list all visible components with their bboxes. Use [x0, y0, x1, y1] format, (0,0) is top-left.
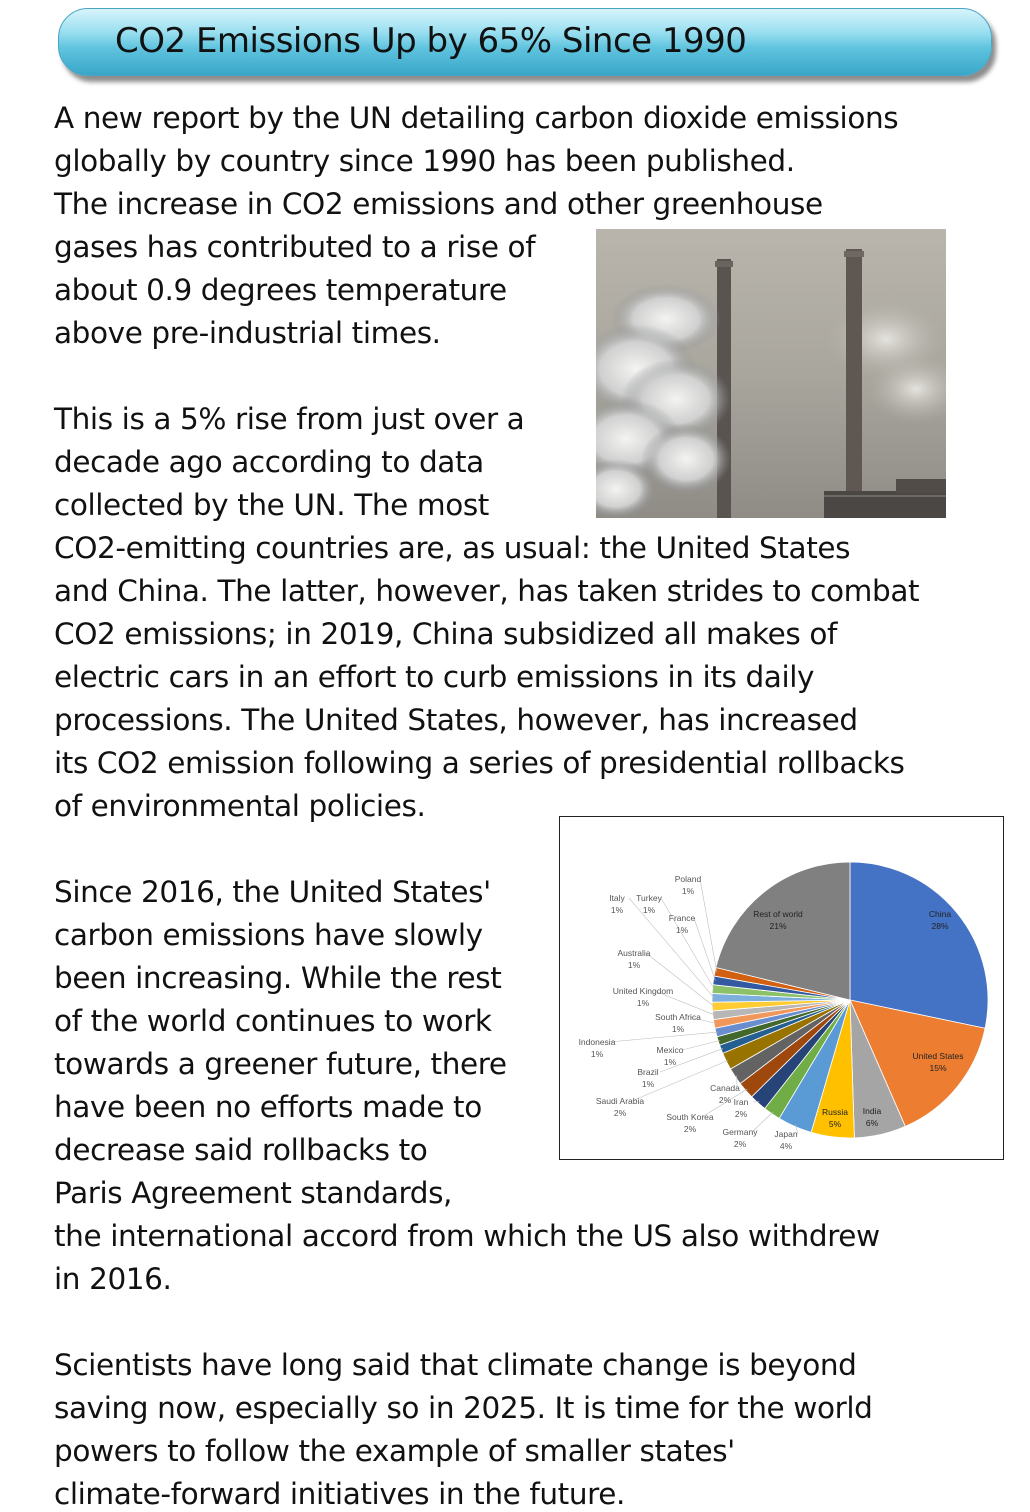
- slice-value-label: 1%: [591, 1049, 604, 1059]
- slice-value-label: 1%: [682, 886, 695, 896]
- body-line: decade ago according to data: [54, 444, 484, 480]
- slice-label: South Africa: [655, 1012, 701, 1022]
- slice-label: Turkey: [636, 893, 662, 903]
- leader-line: [700, 879, 717, 972]
- slice-label: Saudi Arabia: [596, 1096, 644, 1106]
- body-line: have been no efforts made to: [54, 1089, 482, 1125]
- body-line: Paris Agreement standards,: [54, 1175, 452, 1211]
- slice-label: Russia: [822, 1107, 848, 1117]
- slice-value-label: 6%: [866, 1118, 879, 1128]
- slice-label: India: [863, 1106, 882, 1116]
- slice-label: Indonesia: [579, 1037, 616, 1047]
- body-line: electric cars in an effort to curb emissions in its daily: [54, 659, 814, 695]
- slice-label: Canada: [710, 1083, 740, 1093]
- body-line: above pre-industrial times.: [54, 315, 441, 351]
- slice-value-label: 21%: [769, 921, 786, 931]
- body-line: been increasing. While the rest: [54, 960, 501, 996]
- leader-line: [682, 1040, 720, 1050]
- body-line: of the world continues to work: [54, 1003, 492, 1039]
- leader-line: [646, 953, 714, 1006]
- slice-label: Rest of world: [753, 909, 803, 919]
- pie-chart-canvas: [560, 817, 1003, 1159]
- slice-label: Mexico: [657, 1045, 684, 1055]
- slice-value-label: 5%: [829, 1119, 842, 1129]
- body-line: processions. The United States, however, has increased: [54, 702, 858, 738]
- slice-value-label: 28%: [931, 921, 948, 931]
- body-line: CO2-emitting countries are, as usual: the United States: [54, 530, 850, 566]
- body-line: CO2 emissions; in 2019, China subsidized all makes of: [54, 616, 837, 652]
- slice-value-label: 4%: [780, 1141, 793, 1151]
- body-line: gases has contributed to a rise of: [54, 229, 535, 265]
- slice-value-label: 1%: [642, 1079, 655, 1089]
- slice-value-label: 2%: [684, 1124, 697, 1134]
- slice-value-label: 1%: [672, 1024, 685, 1034]
- body-line: Since 2016, the United States': [54, 874, 491, 910]
- slice-label: United States: [912, 1051, 963, 1061]
- body-line: decrease said rollbacks to: [54, 1132, 427, 1168]
- body-line: the international accord from which the US also withdrew: [54, 1218, 880, 1254]
- slice-value-label: 1%: [643, 905, 656, 915]
- leader-line: [609, 1032, 718, 1042]
- slice-label: Iran: [734, 1097, 749, 1107]
- slice-label: South Korea: [666, 1112, 714, 1122]
- body-line: saving now, especially so in 2025. It is time for the world: [54, 1390, 873, 1426]
- body-line: climate-forward initiatives in the future.: [54, 1476, 625, 1512]
- body-line: carbon emissions have slowly: [54, 917, 483, 953]
- slice-label: Germany: [723, 1127, 759, 1137]
- slice-label: Italy: [609, 893, 625, 903]
- slice-value-label: 1%: [628, 960, 641, 970]
- slice-value-label: 1%: [637, 998, 650, 1008]
- body-line: its CO2 emission following a series of presidential rollbacks: [54, 745, 905, 781]
- leader-line: [694, 918, 715, 981]
- emissions-pie-chart: [559, 816, 1004, 1160]
- slice-value-label: 2%: [735, 1109, 748, 1119]
- slice-label: China: [929, 909, 951, 919]
- body-line: in 2016.: [54, 1261, 172, 1297]
- slice-value-label: 2%: [614, 1108, 627, 1118]
- slice-label: Brazil: [637, 1067, 658, 1077]
- leader-line: [661, 898, 714, 989]
- body-line: This is a 5% rise from just over a: [54, 401, 524, 437]
- slice-value-label: 1%: [676, 925, 689, 935]
- slice-value-label: 1%: [611, 905, 624, 915]
- body-line: about 0.9 degrees temperature: [54, 272, 507, 308]
- body-line: and China. The latter, however, has taken strides to combat: [54, 573, 919, 609]
- article-title-banner: [58, 8, 992, 76]
- slice-label: Australia: [617, 948, 650, 958]
- body-line: Scientists have long said that climate change is beyond: [54, 1347, 856, 1383]
- body-line: globally by country since 1990 has been published.: [54, 143, 795, 179]
- slice-value-label: 2%: [719, 1095, 732, 1105]
- slice-label: United Kingdom: [613, 986, 673, 996]
- slice-value-label: 1%: [664, 1057, 677, 1067]
- body-line: collected by the UN. The most: [54, 487, 489, 523]
- pie-slice-china: [850, 862, 988, 1028]
- body-line: towards a greener future, there: [54, 1046, 507, 1082]
- body-line: A new report by the UN detailing carbon dioxide emissions: [54, 100, 898, 136]
- smokestacks-photo: [596, 229, 946, 518]
- slice-value-label: 15%: [929, 1063, 946, 1073]
- body-line: The increase in CO2 emissions and other greenhouse: [54, 186, 823, 222]
- body-line: powers to follow the example of smaller states': [54, 1433, 735, 1469]
- slice-label: France: [669, 913, 696, 923]
- slice-label: Poland: [675, 874, 702, 884]
- article-title: CO2 Emissions Up by 65% Since 1990: [115, 21, 746, 61]
- slice-label: Japan: [774, 1129, 797, 1139]
- body-line: of environmental policies.: [54, 788, 425, 824]
- slice-value-label: 2%: [734, 1139, 747, 1149]
